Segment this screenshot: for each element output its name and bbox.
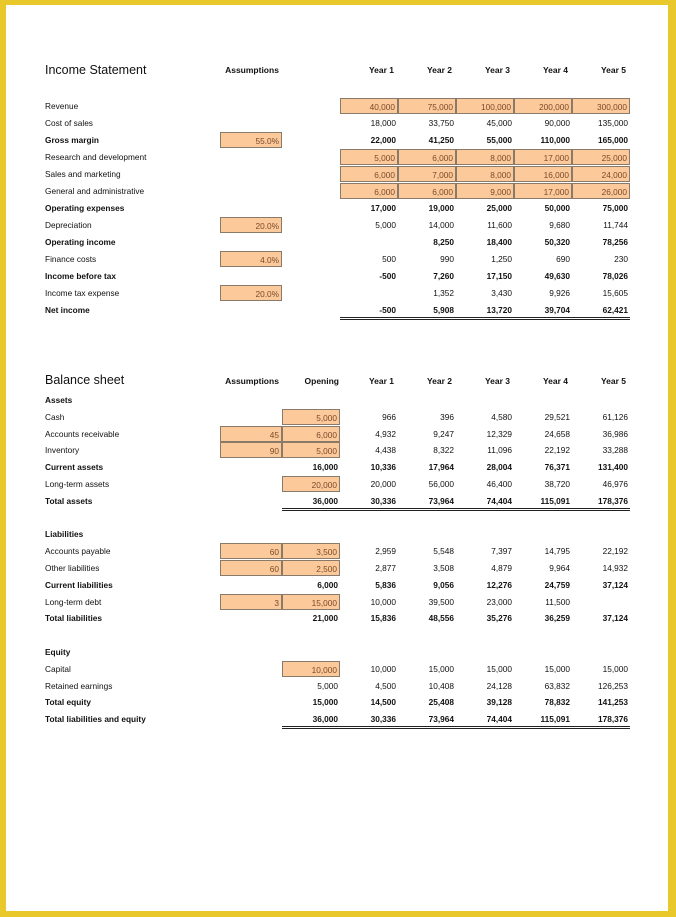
row-label: Cost of sales [45,118,93,128]
balance-assumptions-header: Assumptions [225,376,279,386]
value-cell: 62,421 [602,305,628,315]
row-label: Accounts receivable [45,428,120,439]
value-cell: 56,000 [428,479,454,489]
value-cell: 13,720 [486,305,512,315]
value-cell: 74,404 [486,714,512,725]
row-label: Other liabilities [45,563,100,573]
value-cell: 24,658 [544,428,570,439]
value-cell: 33,288 [602,445,628,456]
value-cell: 30,336 [370,714,396,725]
row-label: Income tax expense [45,288,120,298]
value-cell: 1,250 [491,254,512,264]
value-cell: 9,247 [433,428,454,439]
value-cell: 22,192 [544,445,570,456]
balance-year-header: Year 3 [484,376,510,386]
value-input[interactable]: 6,000 [340,183,398,199]
balance-year-header: Year 2 [426,376,452,386]
value-input[interactable]: 8,000 [456,166,514,182]
value-cell: 110,000 [540,135,570,145]
value-cell: 20,000 [370,479,396,489]
row-label: Liabilities [45,529,84,540]
value-cell: 141,253 [598,697,628,708]
value-input[interactable]: 25,000 [572,149,630,165]
value-input[interactable]: 24,000 [572,166,630,182]
row-label: Operating expenses [45,203,125,213]
opening-input[interactable]: 20,000 [282,476,340,492]
value-cell: 2,877 [375,563,396,573]
value-cell: 3,430 [491,288,512,298]
assumption-input[interactable]: 90 [220,442,282,458]
value-input[interactable]: 9,000 [456,183,514,199]
value-cell: 396 [440,411,454,422]
value-cell: 73,964 [428,714,454,725]
value-cell: 37,124 [602,579,628,590]
value-cell: 14,000 [428,220,454,230]
value-cell: 178,376 [598,495,628,506]
value-cell: 8,322 [433,445,454,456]
value-cell: 5,908 [433,305,454,315]
value-cell: 78,026 [602,271,628,281]
value-cell: 9,056 [433,579,454,590]
value-cell: 46,976 [602,479,628,489]
opening-input[interactable]: 6,000 [282,426,340,442]
value-cell: 48,556 [428,613,454,624]
value-cell: 1,352 [433,288,454,298]
balance-opening-header: Opening [304,376,339,386]
row-label: Gross margin [45,135,99,145]
value-input[interactable]: 7,000 [398,166,456,182]
value-cell: 35,276 [486,613,512,624]
income-year-header: Year 4 [542,65,568,75]
value-cell: 17,000 [370,203,396,213]
value-cell: 41,250 [428,135,454,145]
value-cell: 49,630 [544,271,570,281]
assumption-input[interactable]: 20.0% [220,285,282,301]
opening-input[interactable]: 3,500 [282,543,340,559]
row-label: Capital [45,663,71,674]
value-cell: 18,000 [370,118,396,128]
opening-input[interactable]: 15,000 [282,594,340,610]
value-cell: 15,605 [602,288,628,298]
value-cell: 12,329 [486,428,512,439]
opening-input[interactable]: 5,000 [282,442,340,458]
opening-cell: 15,000 [312,697,338,708]
income-assumptions-header: Assumptions [225,65,279,75]
value-cell: 165,000 [598,135,628,145]
value-cell: 18,400 [486,237,512,247]
row-label: Accounts payable [45,546,111,557]
value-cell: 33,750 [428,118,454,128]
value-cell: 24,128 [486,680,512,691]
value-cell: 11,500 [545,596,570,607]
value-cell: 11,744 [603,220,628,230]
value-cell: 115,091 [540,714,570,725]
opening-cell: 16,000 [312,462,338,473]
value-input[interactable]: 16,000 [514,166,572,182]
value-cell: 11,600 [487,220,512,230]
value-cell: 36,259 [544,613,570,624]
row-label: Current liabilities [45,579,113,590]
value-cell: -500 [379,271,396,281]
value-cell: 74,404 [486,495,512,506]
value-input[interactable]: 6,000 [340,166,398,182]
income-year-header: Year 3 [484,65,510,75]
opening-cell: 36,000 [312,495,338,506]
value-cell: 14,795 [544,546,570,557]
row-label: Operating income [45,237,116,247]
value-cell: 29,521 [544,411,570,422]
net-income-double-underline [340,317,630,320]
value-cell: 230 [614,254,628,264]
row-label: Retained earnings [45,680,113,691]
value-cell: 126,253 [598,680,628,691]
value-input[interactable]: 6,000 [398,149,456,165]
value-cell: 39,704 [544,305,570,315]
value-cell: 50,320 [544,237,570,247]
spreadsheet-page [6,5,668,911]
value-input[interactable]: 40,000 [340,98,398,114]
value-input[interactable]: 100,000 [456,98,514,114]
value-cell: 25,000 [486,203,512,213]
value-input[interactable]: 17,000 [514,183,572,199]
row-label: Sales and marketing [45,169,121,179]
row-label: Long-term debt [45,596,102,607]
value-cell: 28,004 [486,462,512,473]
income-year-header: Year 5 [600,65,626,75]
row-label: Total assets [45,495,93,506]
opening-cell: 36,000 [312,714,338,725]
value-input[interactable]: 200,000 [514,98,572,114]
value-cell: 15,000 [602,663,628,674]
row-label: Cash [45,411,65,422]
balance-year-header: Year 5 [600,376,626,386]
value-cell: 19,000 [428,203,454,213]
value-cell: 9,680 [549,220,570,230]
value-cell: 61,126 [602,411,628,422]
value-cell: 22,000 [370,135,396,145]
value-cell: 36,986 [602,428,628,439]
value-cell: 45,000 [486,118,512,128]
value-cell: 78,256 [602,237,628,247]
value-cell: 11,096 [487,445,512,456]
row-label: Finance costs [45,254,97,264]
value-cell: 2,959 [375,546,396,557]
value-cell: 10,408 [428,680,454,691]
value-cell: 115,091 [540,495,570,506]
value-input[interactable]: 6,000 [398,183,456,199]
value-cell: 9,926 [549,288,570,298]
income-statement-title: Income Statement [45,63,147,77]
value-cell: 22,192 [602,546,628,557]
row-label: Equity [45,647,71,657]
value-cell: 5,836 [375,579,396,590]
assumption-input[interactable]: 45 [220,426,282,442]
row-label: Total liabilities [45,613,103,624]
value-cell: 38,720 [544,479,570,489]
assumption-input[interactable]: 20.0% [220,217,282,233]
assumption-input[interactable]: 3 [220,594,282,610]
value-cell: 9,964 [549,563,570,573]
value-cell: 4,580 [491,411,512,422]
value-cell: 78,832 [544,697,570,708]
assumption-input[interactable]: 4.0% [220,251,282,267]
total-double-underline [282,726,630,729]
row-label: General and administrative [45,186,145,196]
opening-cell: 6,000 [317,579,338,590]
row-label: Long-term assets [45,479,110,489]
value-cell [340,285,398,301]
value-cell: 75,000 [602,203,628,213]
row-label: Net income [45,305,90,315]
value-cell: 12,276 [486,579,512,590]
value-cell: 25,408 [428,697,454,708]
opening-input[interactable]: 2,500 [282,560,340,576]
balance-year-header: Year 1 [368,376,394,386]
value-cell: 15,836 [370,613,396,624]
row-label: Current assets [45,462,104,473]
row-label: Total equity [45,697,91,708]
opening-input[interactable]: 5,000 [282,409,340,425]
value-cell: 4,438 [375,445,396,456]
value-cell: 23,000 [486,596,512,607]
value-cell: 17,964 [428,462,454,473]
value-cell: 7,397 [491,546,512,557]
value-cell: 73,964 [428,495,454,506]
balance-sheet-title: Balance sheet [45,373,125,387]
row-label: Research and development [45,152,147,162]
value-cell: 15,000 [486,663,512,674]
row-label: Income before tax [45,271,117,281]
value-cell: 90,000 [544,118,570,128]
value-cell: 4,879 [491,563,512,573]
value-cell: 10,336 [370,462,396,473]
value-cell: 131,400 [598,462,628,473]
row-label: Assets [45,395,73,405]
value-cell: 14,932 [602,563,628,573]
value-cell: 63,832 [544,680,570,691]
row-label: Total liabilities and equity [45,714,146,725]
value-cell: 46,400 [486,479,512,489]
row-label: Inventory [45,445,80,456]
assumption-input[interactable]: 55.0% [220,132,282,148]
row-label: Revenue [45,101,79,111]
value-cell: 178,376 [598,714,628,725]
value-cell: 14,500 [370,697,396,708]
value-cell: 37,124 [602,613,628,624]
value-cell: 17,150 [486,271,512,281]
value-cell: 135,000 [598,118,628,128]
value-cell [340,234,398,250]
value-cell: 8,250 [433,237,454,247]
opening-cell: 5,000 [317,680,338,691]
value-cell: -500 [379,305,396,315]
value-input[interactable]: 300,000 [572,98,630,114]
value-cell: 39,128 [486,697,512,708]
value-input[interactable]: 26,000 [572,183,630,199]
value-cell: 39,500 [428,596,454,607]
opening-input[interactable]: 10,000 [282,661,340,677]
value-cell: 500 [382,254,396,264]
income-year-header: Year 2 [426,65,452,75]
value-input[interactable]: 75,000 [398,98,456,114]
assumption-input[interactable]: 60 [220,543,282,559]
value-cell: 76,371 [544,462,570,473]
value-cell: 990 [440,254,454,264]
value-cell: 15,000 [428,663,454,674]
income-year-header: Year 1 [368,65,394,75]
value-cell: 15,000 [544,663,570,674]
assumption-input[interactable]: 60 [220,560,282,576]
value-cell: 5,548 [433,546,454,557]
row-label: Depreciation [45,220,92,230]
value-cell: 55,000 [486,135,512,145]
total-double-underline [282,508,630,511]
value-cell: 690 [556,254,570,264]
value-cell: 4,500 [375,680,396,691]
value-cell: 7,260 [433,271,454,281]
value-cell: 10,000 [370,663,396,674]
value-input[interactable]: 8,000 [456,149,514,165]
value-cell: 5,000 [375,220,396,230]
value-cell: 4,932 [375,428,396,439]
value-cell: 3,508 [433,563,454,573]
value-cell: 24,759 [544,579,570,590]
value-input[interactable]: 17,000 [514,149,572,165]
opening-cell: 21,000 [312,613,338,624]
value-input[interactable]: 5,000 [340,149,398,165]
value-cell: 50,000 [544,203,570,213]
value-cell: 30,336 [370,495,396,506]
value-cell: 966 [382,411,396,422]
value-cell: 10,000 [370,596,396,607]
balance-year-header: Year 4 [542,376,568,386]
